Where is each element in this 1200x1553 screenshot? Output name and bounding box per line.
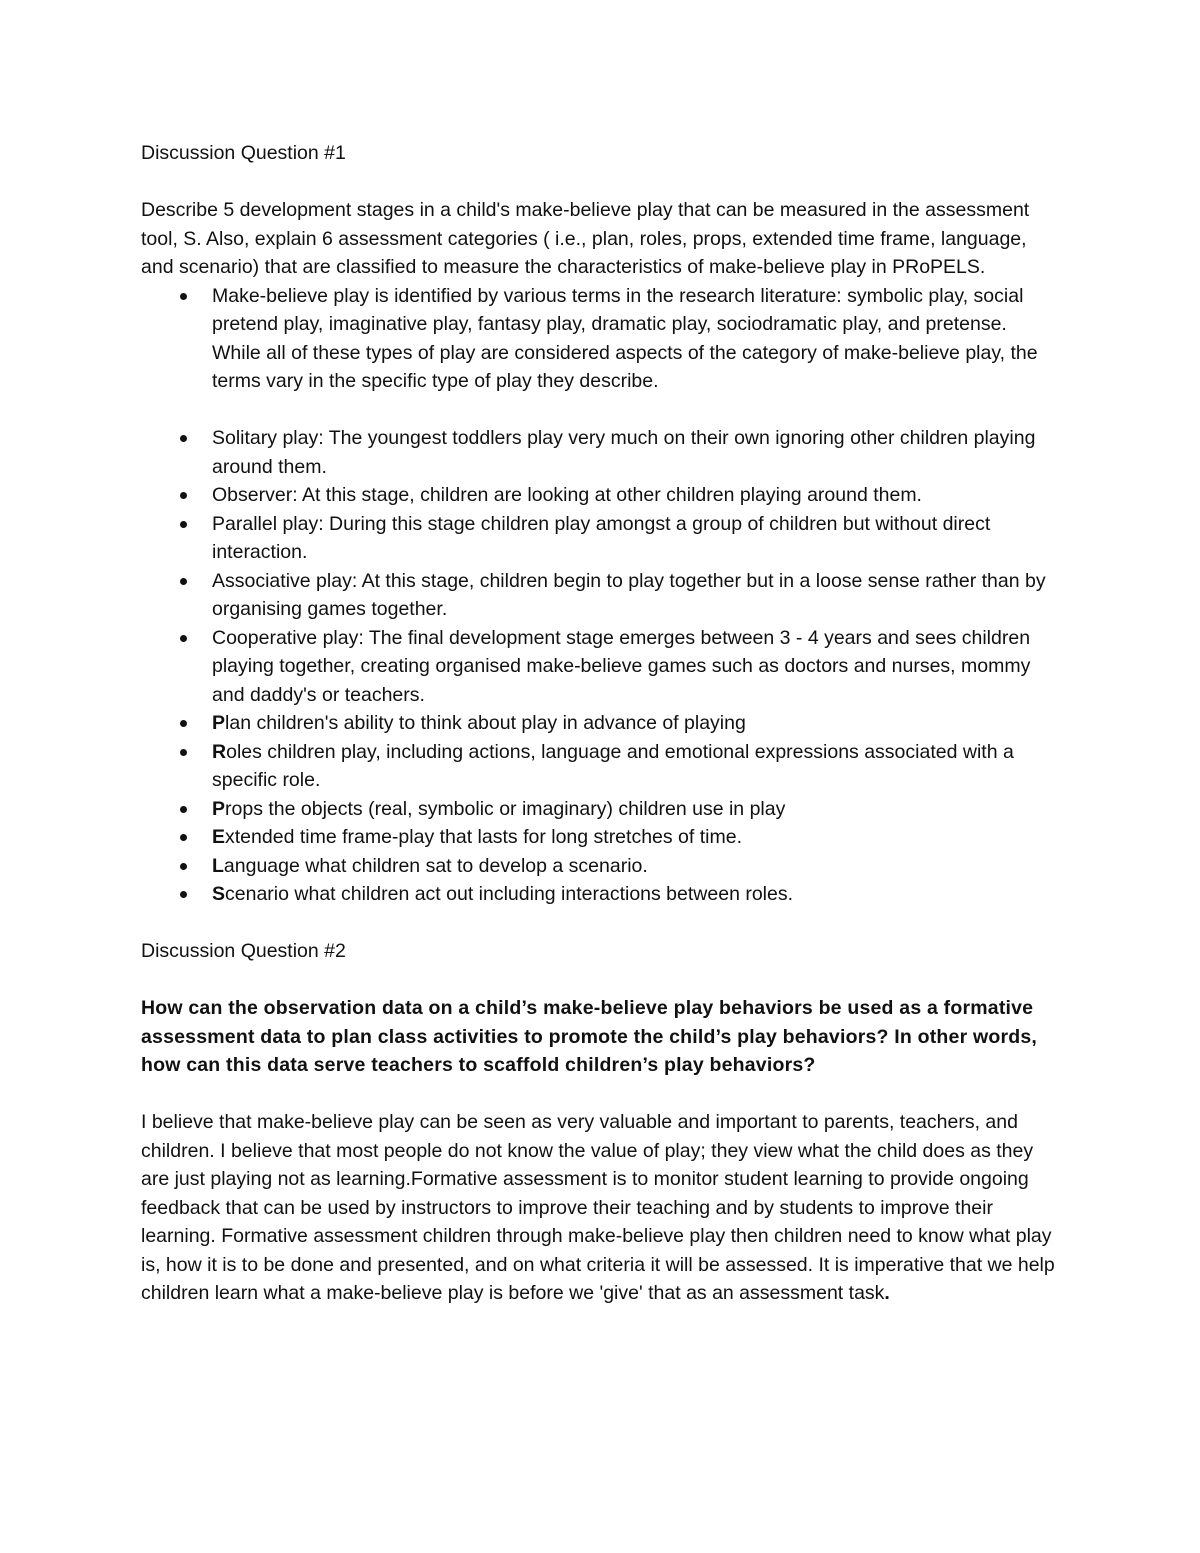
bullet-icon (180, 834, 187, 841)
category-text: anguage what children sat to develop a scenario. (223, 854, 648, 877)
list-item (141, 709, 1061, 738)
list-item (141, 424, 1061, 481)
list-item-text: Make-believe play is identified by various terms in the research literature: symbolic play, social pretend play, imaginative play, fantasy play, dramatic play, sociodramatic play, and pretense. While all of these types of play are considered aspects of the category of make-believe play, the terms vary in the specific type of play they describe. (212, 284, 1038, 392)
spacer (141, 1080, 1061, 1109)
stage-text: Parallel play: During this stage children play amongst a group of children but without direct interaction. (212, 512, 991, 563)
list-item (141, 823, 1061, 852)
stage-text: Cooperative play: The final development stage emerges between 3 - 4 years and sees children playing together, creating organised make-believe games such as doctors and nurses, mommy and daddy's or teachers. (212, 626, 1031, 706)
stage-text: Associative play: At this stage, children begin to play together but in a loose sense rather than by organising games together. (212, 569, 1046, 620)
answer-2-end: . (884, 1282, 890, 1304)
bullet-icon (180, 435, 187, 442)
bullet-icon (180, 521, 187, 528)
category-text: oles children play, including actions, language and emotional expressions associated with a specific role. (212, 740, 1014, 791)
bullet-icon (180, 749, 187, 756)
category-initial: P (212, 797, 226, 820)
list-item (141, 510, 1061, 567)
bullet-icon (180, 293, 187, 300)
category-text: rops the objects (real, symbolic or imaginary) children use in play (225, 797, 786, 820)
answer-2-paragraph (141, 1108, 1061, 1308)
category-text: cenario what children act out including interactions between roles. (225, 883, 794, 905)
bullet-icon (180, 720, 187, 727)
category-initial: R (212, 740, 227, 763)
list-item (141, 852, 1061, 881)
answer-1-list (141, 282, 1061, 909)
category-initial: E (212, 826, 226, 848)
discussion-question-2-prompt: How can the observation data on a child’s make-believe play behaviors be used as a formative assessment data to plan class activities to promote the child’s play behaviors? In other words, how can this data serve teachers to scaffold children’s play behaviors? (141, 997, 1038, 1076)
bullet-icon (180, 635, 187, 642)
document-page (141, 139, 1061, 1308)
bullet-icon (180, 806, 187, 813)
list-item (141, 481, 1061, 510)
spacer (141, 966, 1061, 995)
category-text: xtended time frame-play that lasts for long stretches of time. (225, 826, 742, 848)
bullet-icon (180, 578, 187, 585)
stage-text: Solitary play: The youngest toddlers play very much on their own ignoring other children playing around them. (212, 427, 1036, 478)
discussion-question-1-prompt: Describe 5 development stages in a child's make-believe play that can be measured in the assessment tool, S. Also, explain 6 assessment categories ( i.e., plan, roles, props, extended time frame, language, and scenario) that are classified to measure the characteristics of make-believe play in PRoPELS. (141, 199, 1030, 278)
category-initial: L (212, 854, 224, 877)
list-item (141, 880, 1061, 909)
bullet-icon (180, 492, 187, 499)
category-text: lan children's ability to think about play in advance of playing (225, 712, 746, 734)
list-item (141, 567, 1061, 624)
answer-2-text: I believe that make-believe play can be seen as very valuable and important to parents, teachers, and children. I believe that most people do not know the value of play; they view what the child does as they are just playing not as learning.Formative assessment is to monitor student learning to provide ongoing feedback that can be used by instructors to improve their teaching and by students to improve their learning. Formative assessment children through make-believe play then children need to know what play is, how it is to be done and presented, and on what criteria it will be assessed. It is imperative that we help children learn what a make-believe play is before we 'give' that as an assessment task (141, 1111, 1055, 1304)
discussion-question-1-heading: Discussion Question #1 (141, 142, 346, 164)
list-item (141, 795, 1061, 824)
bullet-icon (180, 891, 187, 898)
category-initial: S (212, 883, 226, 905)
stage-text: Observer: At this stage, children are looking at other children playing around them. (212, 484, 922, 506)
list-item (141, 624, 1061, 710)
spacer (141, 168, 1061, 197)
list-item (141, 282, 1061, 396)
discussion-question-2-heading: Discussion Question #2 (141, 940, 346, 962)
list-item (141, 738, 1061, 795)
bullet-icon (180, 863, 187, 870)
spacer (141, 909, 1061, 938)
category-initial: P (212, 712, 226, 734)
